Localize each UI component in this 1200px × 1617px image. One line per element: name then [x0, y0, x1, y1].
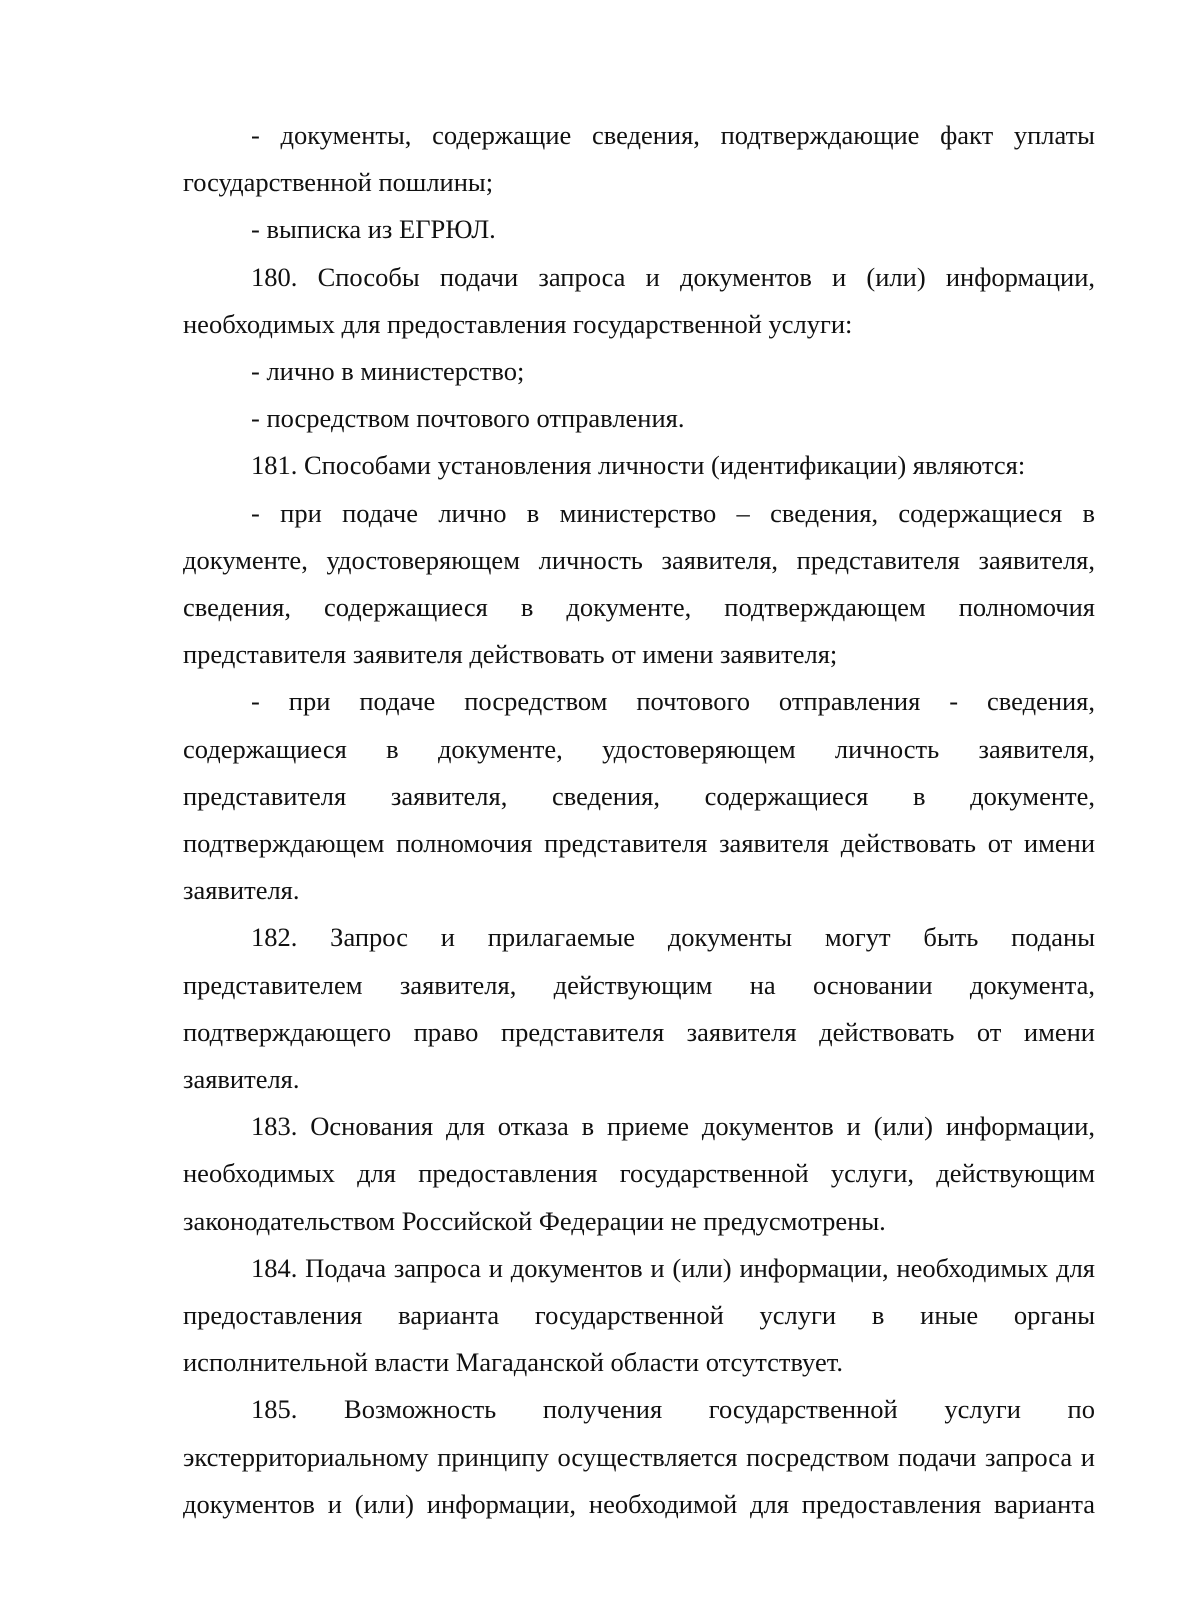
paragraph-by-mail: - посредством почтового отправления. — [251, 403, 685, 434]
paragraph-184: 184. Подача запроса и документов и (или) информации, необходимых для предоставления варианта государственной услуги в иные органы исполнительной власти Магаданской области отсутствует. — [183, 1252, 1095, 1378]
paragraph-185: 185. Возможность получения государственной услуги по экстерриториальному принципу осуществляется посредством подачи запроса и документов и (или) информации, необходимой для предоставления варианта — [183, 1394, 1095, 1519]
paragraph-183: 183. Основания для отказа в приеме документов и (или) информации, необходимых для предоставления государственной услуги, действующим законодательством Российской Федерации не предусмотрены. — [183, 1111, 1095, 1236]
document-body — [183, 112, 1095, 1528]
paragraph-identification-in-person: - при подаче лично в министерство – сведения, содержащиеся в документе, удостоверяющем личность заявителя, представителя заявителя, сведения, содержащиеся в документе, подтверждающем полномочия представителя заявителя действовать от имени заявителя; — [183, 497, 1095, 670]
paragraph-180: 180. Способы подачи запроса и документов и (или) информации, необходимых для предоставления государственной услуги: — [183, 261, 1095, 339]
paragraph-in-person: - лично в министерство; — [251, 356, 525, 387]
paragraph-egrul-extract: - выписка из ЕГРЮЛ. — [251, 214, 496, 245]
paragraph-fee-documents: - документы, содержащие сведения, подтверждающие факт уплаты государственной пошлины; — [183, 120, 1095, 198]
paragraph-181: 181. Способами установления личности (идентификации) являются: — [251, 450, 1026, 481]
paragraph-182: 182. Запрос и прилагаемые документы могут быть поданы представителем заявителя, действующим на основании документа, подтверждающего право представителя заявителя действовать от имени заявителя. — [183, 922, 1095, 1095]
paragraph-identification-by-mail: - при подаче посредством почтового отправления - сведения, содержащиеся в документе, удостоверяющем личность заявителя, представителя заявителя, сведения, содержащиеся в документе, подтверждающем полномочия представителя заявителя действовать от имени заявителя. — [183, 686, 1095, 906]
